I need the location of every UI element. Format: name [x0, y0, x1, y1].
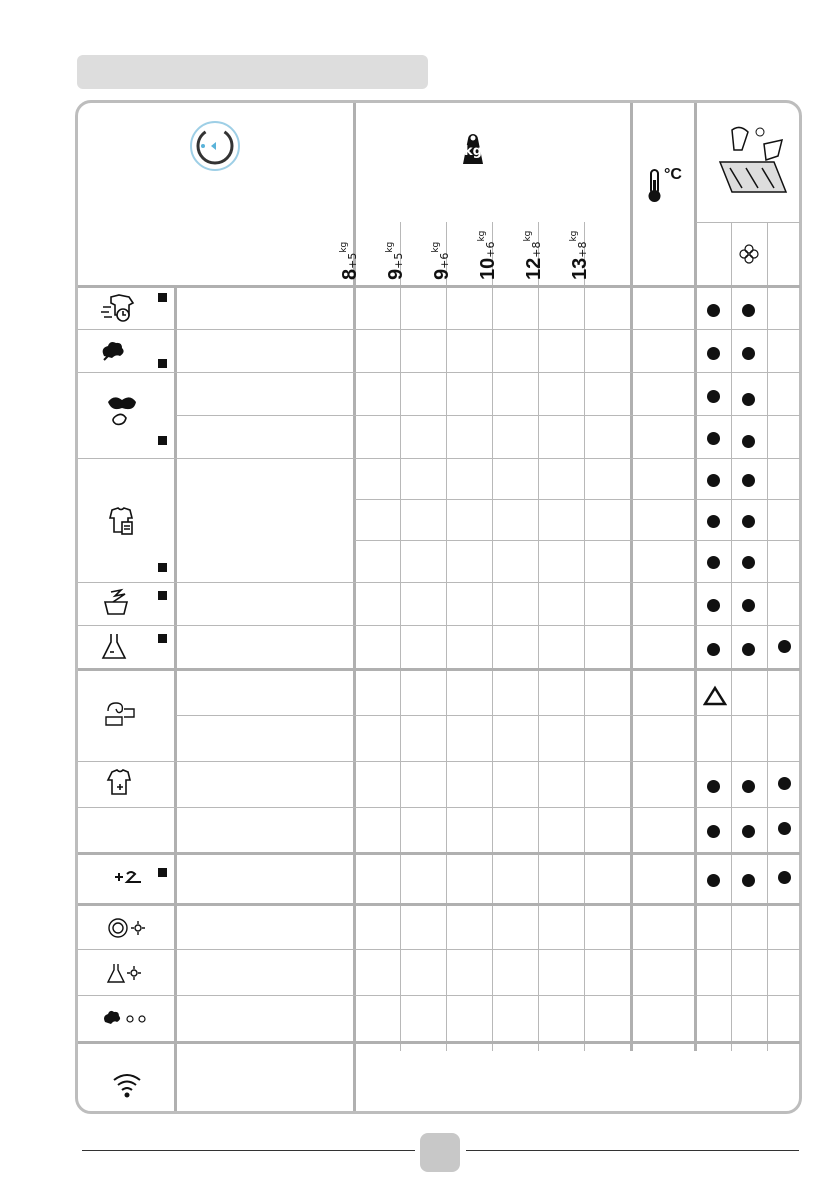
dot-marker — [707, 432, 720, 445]
capacity-label: $13+8^{kg}$ — [569, 230, 591, 280]
option-marker — [158, 563, 167, 572]
dot-marker — [742, 599, 755, 612]
dot-marker — [742, 347, 755, 360]
dot-marker — [778, 822, 791, 835]
dot-marker — [707, 556, 720, 569]
thermometer-icon — [646, 168, 664, 204]
temperature-unit: °C — [664, 166, 682, 183]
dot-marker — [742, 393, 755, 406]
shirt-stain-icon — [106, 506, 136, 538]
cotton-dryer-icon — [101, 1008, 151, 1030]
hand-wash-basin-icon — [101, 588, 135, 618]
divider — [174, 286, 177, 1111]
dot-marker — [742, 304, 755, 317]
section-title-bar — [77, 55, 428, 89]
capacity-label: $10+6^{kg}$ — [477, 230, 499, 280]
option-marker — [158, 868, 167, 877]
dot-marker — [742, 825, 755, 838]
cotton-icon — [98, 338, 128, 362]
dot-marker — [707, 390, 720, 403]
wifi-icon — [112, 1072, 142, 1098]
footer-rule — [82, 1150, 415, 1151]
dot-marker — [778, 871, 791, 884]
dot-marker — [707, 643, 720, 656]
rinse-spin-icon — [104, 699, 140, 727]
shirt-sparkle-icon — [106, 768, 134, 798]
detergent-drawer-icon — [712, 122, 792, 202]
dot-marker — [742, 474, 755, 487]
rapid-clock-shirt-icon — [101, 293, 137, 323]
option-marker — [158, 359, 167, 368]
triangle-marker — [703, 685, 727, 707]
program-dial-icon — [189, 120, 241, 172]
option-marker — [158, 436, 167, 445]
dot-marker — [778, 640, 791, 653]
dot-marker — [707, 515, 720, 528]
weight-kg-icon: kg — [459, 134, 487, 164]
dot-marker — [742, 515, 755, 528]
page-number-tab — [420, 1133, 460, 1172]
flask-dryer-icon — [106, 962, 146, 984]
dot-marker — [707, 599, 720, 612]
capacity-label: $9+6^{kg}$ — [431, 241, 453, 280]
dot-marker — [707, 347, 720, 360]
divider — [694, 103, 697, 1051]
dot-marker — [742, 874, 755, 887]
dot-marker — [707, 474, 720, 487]
dot-marker — [742, 435, 755, 448]
capacity-label: $8+5^{kg}$ — [339, 241, 361, 280]
dot-marker — [707, 780, 720, 793]
lab-flask-icon — [101, 632, 129, 662]
dot-marker — [707, 304, 720, 317]
plus-two-hanger-icon — [113, 868, 149, 886]
dot-marker — [742, 780, 755, 793]
option-marker — [158, 591, 167, 600]
dot-marker — [778, 777, 791, 790]
dot-marker — [707, 825, 720, 838]
dot-marker — [742, 643, 755, 656]
option-marker — [158, 634, 167, 643]
capacity-label: $9+5^{kg}$ — [385, 241, 407, 280]
dot-marker — [742, 556, 755, 569]
dot-marker — [707, 874, 720, 887]
mixed-fabric-icon — [104, 392, 140, 432]
footer-rule — [466, 1150, 799, 1151]
wool-dryer-icon — [106, 917, 146, 939]
flower-softener-icon — [739, 244, 759, 264]
option-marker — [158, 293, 167, 302]
capacity-label: $12+8^{kg}$ — [523, 230, 545, 280]
